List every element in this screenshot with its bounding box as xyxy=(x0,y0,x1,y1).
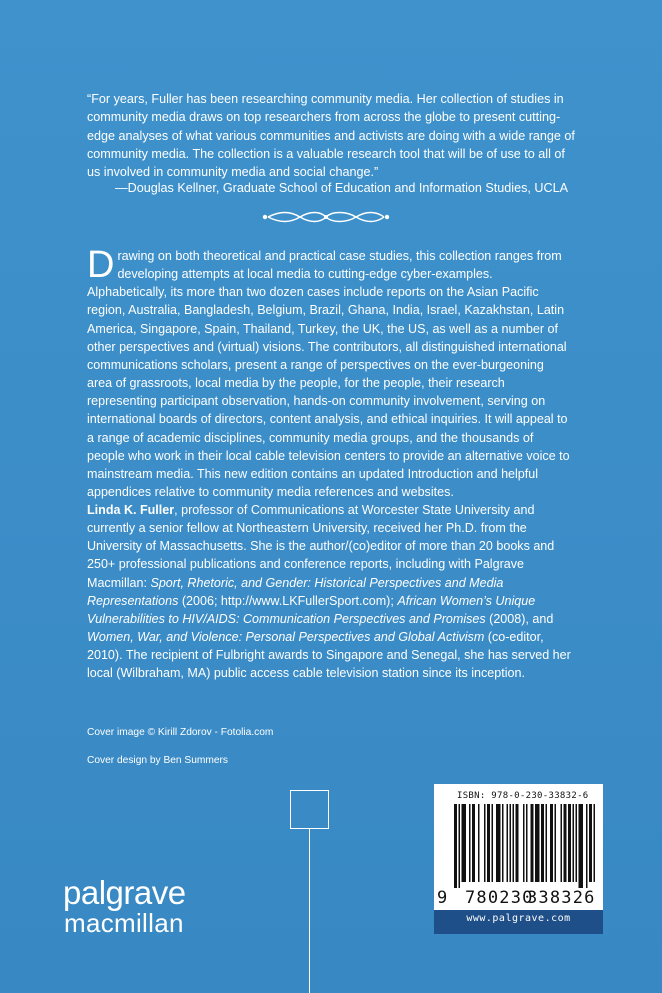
cover-design-credit: Cover design by Ben Summers xyxy=(87,755,228,766)
barcode-bar xyxy=(564,804,567,882)
cover-image-credit: Cover image © Kirill Zdorov - Fotolia.com xyxy=(87,727,274,738)
barcode-bar xyxy=(484,804,486,882)
barcode-bar xyxy=(487,804,490,882)
ean-digits-left: 780230 xyxy=(465,888,534,908)
barcode-bar xyxy=(478,804,480,882)
barcode-icon xyxy=(442,804,597,888)
publisher-logo-macmillan: macmillan xyxy=(64,908,184,938)
barcode-bar xyxy=(472,804,475,882)
decorative-square xyxy=(290,790,329,829)
book-description xyxy=(87,244,571,501)
drop-cap: D xyxy=(87,244,115,286)
barcode-bar xyxy=(462,804,467,882)
isbn-label: ISBN: 978-0-230-33832-6 xyxy=(457,791,589,801)
endorsement-quote: “For years, Fuller has been researching community media. Her collection of studies in community media draws on top researchers from across the globe to present cutting-edge analyses of what various communities and activists are doing with a wide range of community media. The collection is a valuable research tool that will be of use to all of us involved in community media and social change.” xyxy=(87,92,575,180)
book-title-3: Women, War, and Violence: Personal Perspectives and Global Activism xyxy=(87,630,485,645)
barcode-panel xyxy=(434,784,603,910)
barcode-bar xyxy=(459,804,461,888)
barcode-bar xyxy=(510,804,512,882)
barcode-bar xyxy=(555,804,557,882)
barcode-bar xyxy=(469,804,471,882)
barcode-bar xyxy=(573,804,575,882)
barcode-bar xyxy=(546,804,548,882)
barcode-bar xyxy=(523,804,525,882)
barcode-bar xyxy=(516,804,519,882)
book-title-2: African Women’s Unique Vulnerabilities to HIV/AIDS: Communication Perspectives and Promises xyxy=(87,593,536,626)
barcode-bar xyxy=(586,804,588,888)
ean-digits-right: 338326 xyxy=(527,888,596,908)
publisher-website: www.palgrave.com xyxy=(466,913,571,924)
bio-text-1: , professor of Communications at Worcester State University and currently a senior fellow at Northeastern University, received her Ph.D. from the University of Massachusetts. She is the author/(co)editor of more than 20 books and 250+ professional publications and conference reports, including with Palgrave Macmillan: xyxy=(87,503,555,590)
barcode-bar xyxy=(502,804,504,882)
bio-text-3: (2008), and xyxy=(485,611,554,626)
author-name: Linda K. Fuller xyxy=(87,503,175,517)
barcode-bar xyxy=(541,804,544,882)
quote-attribution: —Douglas Kellner, Graduate School of Education and Information Studies, UCLA xyxy=(115,181,568,195)
author-bio xyxy=(87,501,571,683)
barcode-bar xyxy=(507,804,509,882)
barcode-bar xyxy=(589,804,592,882)
book-title-1: Sport, Rhetoric, and Gender: Historical Perspectives and Media Representations xyxy=(87,575,504,608)
ornament-flourish-icon xyxy=(260,209,392,225)
barcode-bar xyxy=(531,804,534,882)
barcode-bar xyxy=(576,804,578,882)
barcode-bar xyxy=(579,804,584,888)
barcode-bar xyxy=(568,804,571,882)
publisher-logo-palgrave: palgrave xyxy=(63,874,186,911)
barcode-bar xyxy=(550,804,553,882)
barcode-bar xyxy=(594,804,596,882)
barcode-bar xyxy=(454,804,457,888)
barcode-block xyxy=(434,784,603,934)
ean-digit-first: 9 xyxy=(437,888,448,908)
barcode-bar xyxy=(526,804,528,882)
barcode-bar xyxy=(561,804,563,882)
bio-text-4: (co-editor, 2010). The recipient of Fulbright awards to Singapore and Senegal, she has served her local (Wilbraham, MA) public access cable television station since its inception. xyxy=(87,630,571,681)
barcode-bar xyxy=(492,804,494,882)
barcode-bar xyxy=(535,804,540,882)
bio-text-2: (2006; http://www.LKFullerSport.com); xyxy=(178,593,398,608)
barcode-bar xyxy=(496,804,501,882)
description-text: rawing on both theoretical and practical case studies, this collection ranges from developing attempts at local media to cutting-edge cyber-examples. Alphabetically, its more than two dozen cases include reports on the Asian Pacific region, Australia, Bangladesh, Belgium, Brazil, Ghana, India, Israel, Kazakhstan, Latin America, Singapore, Spain, Thailand, Turkey, the UK, the US, as well as a number of other perspectives and (virtual) visions. The contributors, all distinguished international communications scholars, present a range of perspectives on the ever-burgeoning area of grassroots, local media by the people, for the people, their research representing participant observation, hands-on community involvement, serving on international boards of directors, content analysis, and ethical inquiries. It will appeal to a range of academic disciplines, community media groups, and the thousands of people who work in their local cable television centers to provide an alternative voice to mainstream media. This new edition contains an updated Introduction and helpful appendices relative to community media references and websites. xyxy=(87,249,570,500)
decorative-line xyxy=(309,829,310,993)
barcode-bar xyxy=(513,804,515,882)
